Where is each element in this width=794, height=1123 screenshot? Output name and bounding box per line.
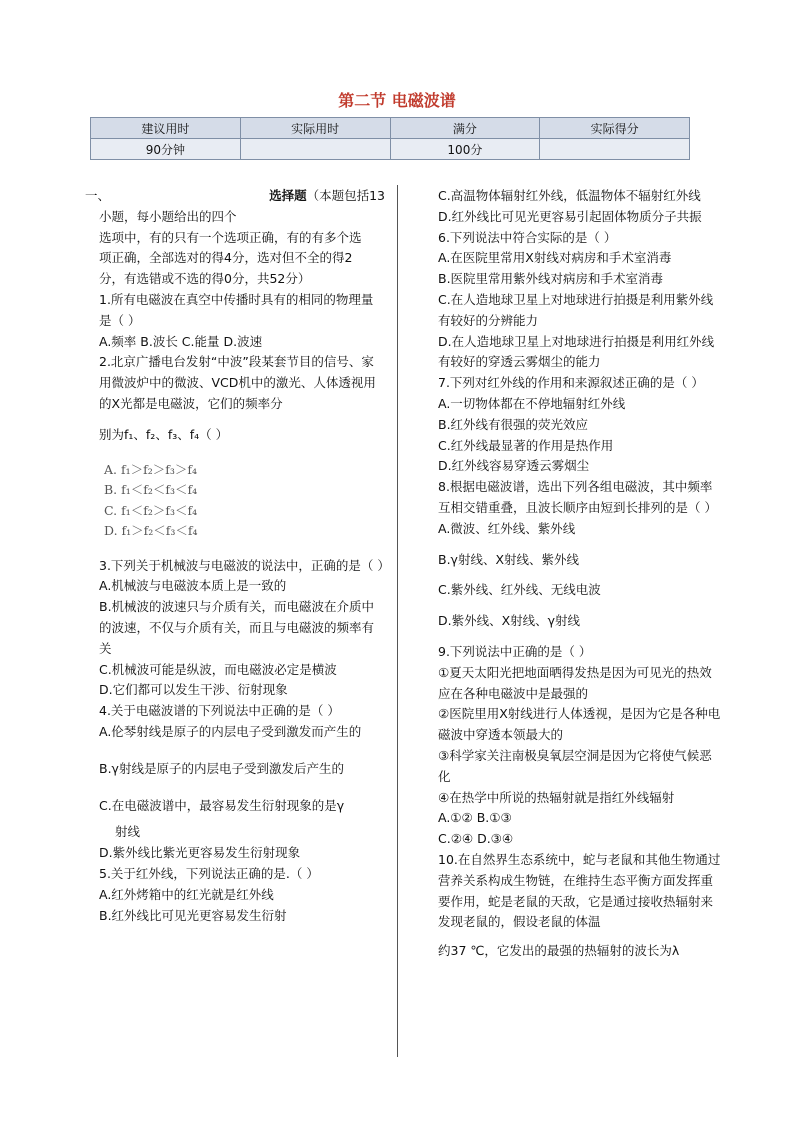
option-a: A. f₁＞f₂＞f₃＞f₄ [104, 461, 198, 477]
time-table-value-cell: 100分 [390, 139, 540, 160]
question-3-option-c: C.机械波可能是纵波，而电磁波必定是横波 [99, 661, 337, 677]
time-table-value-row [91, 139, 690, 160]
question-10: 10.在自然界生态系统中，蛇与老鼠和其他生物通过营养关系构成生物链，在维持生态平衡方面发挥重要作用，蛇是老鼠的天敌，它是通过接收热辐射来发现老鼠的，假设老鼠的体温 [438, 851, 721, 930]
question-4-option-c-cont: 射线 [115, 824, 141, 840]
question-9-statement-4: ④在热学中所说的热辐射就是指红外线辐射 [438, 789, 675, 805]
question-2-options [90, 460, 385, 542]
question-3-option-a: A.机械波与电磁波本质上是一致的 [99, 578, 287, 594]
time-table-header-cell: 满分 [390, 118, 540, 139]
time-table-value-cell: 90分钟 [91, 139, 241, 160]
time-table-header-row [91, 118, 690, 139]
question-6-option-a: A.在医院里常用X射线对病房和手术室消毒 [438, 250, 672, 266]
question-4-option-c: C.在电磁波谱中，最容易发生衍射现象的是γ [99, 797, 345, 813]
question-4-option-a: A.伦琴射线是原子的内层电子受到激发而产生的 [99, 723, 362, 739]
time-table-header-cell: 实际用时 [240, 118, 390, 139]
question-9-options-cd: C.②④ D.③④ [438, 831, 514, 847]
section-intro-line: 小题，每小题给出的四个 [99, 208, 237, 224]
time-table-value-cell [540, 139, 690, 160]
option-b: B. f₁＜f₂＜f₃＜f₄ [104, 482, 198, 498]
question-1: 1.所有电磁波在真空中传播时具有的相同的物理量是（ ） [99, 291, 374, 328]
question-5-option-c: C.高温物体辐射红外线，低温物体不辐射红外线 [438, 188, 701, 203]
question-6-option-b: B.医院里常用紫外线对病房和手术室消毒 [438, 271, 664, 287]
question-7-option-b: B.红外线有很强的荧光效应 [438, 416, 589, 432]
question-4-option-d: D.紫外线比紫光更容易发生衍射现象 [99, 845, 301, 861]
question-7-option-c: C.红外线最显著的作用是热作用 [438, 437, 614, 453]
option-d: D. f₁＞f₂＜f₃＜f₄ [104, 523, 198, 539]
section-intro-line: 项正确，全部选对的得4分，选对但不全的得2 [99, 250, 353, 266]
question-7: 7.下列对红外线的作用和来源叙述正确的是（ ） [438, 375, 704, 391]
question-4: 4.关于电磁波谱的下列说法中正确的是（ ） [99, 703, 340, 719]
question-3: 3.下列关于机械波与电磁波的说法中，正确的是（ ） [99, 557, 390, 573]
time-table-value-cell [240, 139, 390, 160]
question-6-option-d: D.在人造地球卫星上对地球进行拍摄是利用红外线有较好的穿透云雾烟尘的能力 [438, 333, 715, 370]
question-1-options: A.频率 B.波长 C.能量 D.波速 [99, 333, 263, 349]
column-divider [397, 185, 398, 1057]
section-intro-line: 分，有选错或不选的得0分，共52分） [99, 271, 311, 287]
question-8-option-a: A.微波、红外线、紫外线 [438, 520, 576, 536]
section-intro-line: 选项中，有的只有一个选项正确，有的有多个选 [99, 229, 362, 245]
question-7-option-d: D.红外线容易穿透云雾烟尘 [438, 458, 590, 474]
question-9-statement-3: ③科学家关注南极臭氧层空洞是因为它将使气候恶化 [438, 747, 712, 784]
question-2: 2.北京广播电台发射“中波”段某套节目的信号、家用微波炉中的微波、VCD机中的激光、人体透视用的X光都是电磁波，它们的频率分 [99, 354, 376, 411]
question-9-options-ab: A.①② B.①③ [438, 810, 512, 826]
left-column [85, 186, 390, 926]
question-8-option-d: D.紫外线、X射线、γ射线 [438, 613, 581, 629]
question-5-option-a: A.红外烤箱中的红光就是红外线 [99, 886, 274, 902]
question-6-option-c: C.在人造地球卫星上对地球进行拍摄是利用紫外线有较好的分辨能力 [438, 291, 714, 328]
question-9-statement-1: ①夏天太阳光把地面晒得发热是因为可见光的热效应在各种电磁波中是最强的 [438, 664, 712, 701]
page-title: 第二节 电磁波谱 [338, 91, 456, 110]
question-8-option-c: C.紫外线、红外线、无线电波 [438, 582, 601, 598]
question-9-statement-2: ②医院里用X射线进行人体透视，是因为它是各种电磁波中穿透本领最大的 [438, 706, 721, 743]
question-8-option-b: B.γ射线、X射线、紫外线 [438, 551, 580, 567]
question-10-tail: 约37 ℃，它发出的最强的热辐射的波长为λ [438, 943, 680, 959]
time-table-header-cell: 实际得分 [540, 118, 690, 139]
time-table [90, 117, 690, 160]
time-table-header-cell: 建议用时 [91, 118, 241, 139]
question-9: 9.下列说法中正确的是（ ） [438, 643, 592, 659]
question-7-option-a: A.一切物体都在不停地辐射红外线 [438, 395, 626, 411]
section-intro: （本题包括13 [306, 188, 385, 203]
question-2-tail: 别为f₁、f₂、f₃、f₄（ ） [99, 426, 229, 442]
question-5: 5.关于红外线，下列说法正确的是.（ ） [99, 865, 319, 881]
question-5-option-d: D.红外线比可见光更容易引起固体物质分子共振 [438, 208, 702, 224]
question-3-option-b: B.机械波的波速只与介质有关，而电磁波在介质中的波速，不仅与介质有关，而且与电磁波的频率有关 [99, 599, 375, 656]
question-8: 8.根据电磁波谱，选出下列各组电磁波，其中频率互相交错重叠，且波长顺序由短到长排列的是（ ） [438, 479, 717, 515]
section-title: 选择题 [269, 188, 307, 203]
section-number: 一、 [85, 188, 111, 203]
question-3-option-d: D.它们都可以发生干涉、衍射现象 [99, 682, 288, 698]
question-5-option-b: B.红外线比可见光更容易发生衍射 [99, 907, 287, 923]
section-heading [85, 186, 385, 207]
option-c: C. f₁＜f₂＞f₃＜f₄ [104, 502, 198, 518]
question-4-option-b: B.γ射线是原子的内层电子受到激发后产生的 [99, 760, 344, 776]
right-column [438, 186, 724, 962]
question-6: 6.下列说法中符合实际的是（ ） [438, 229, 617, 245]
